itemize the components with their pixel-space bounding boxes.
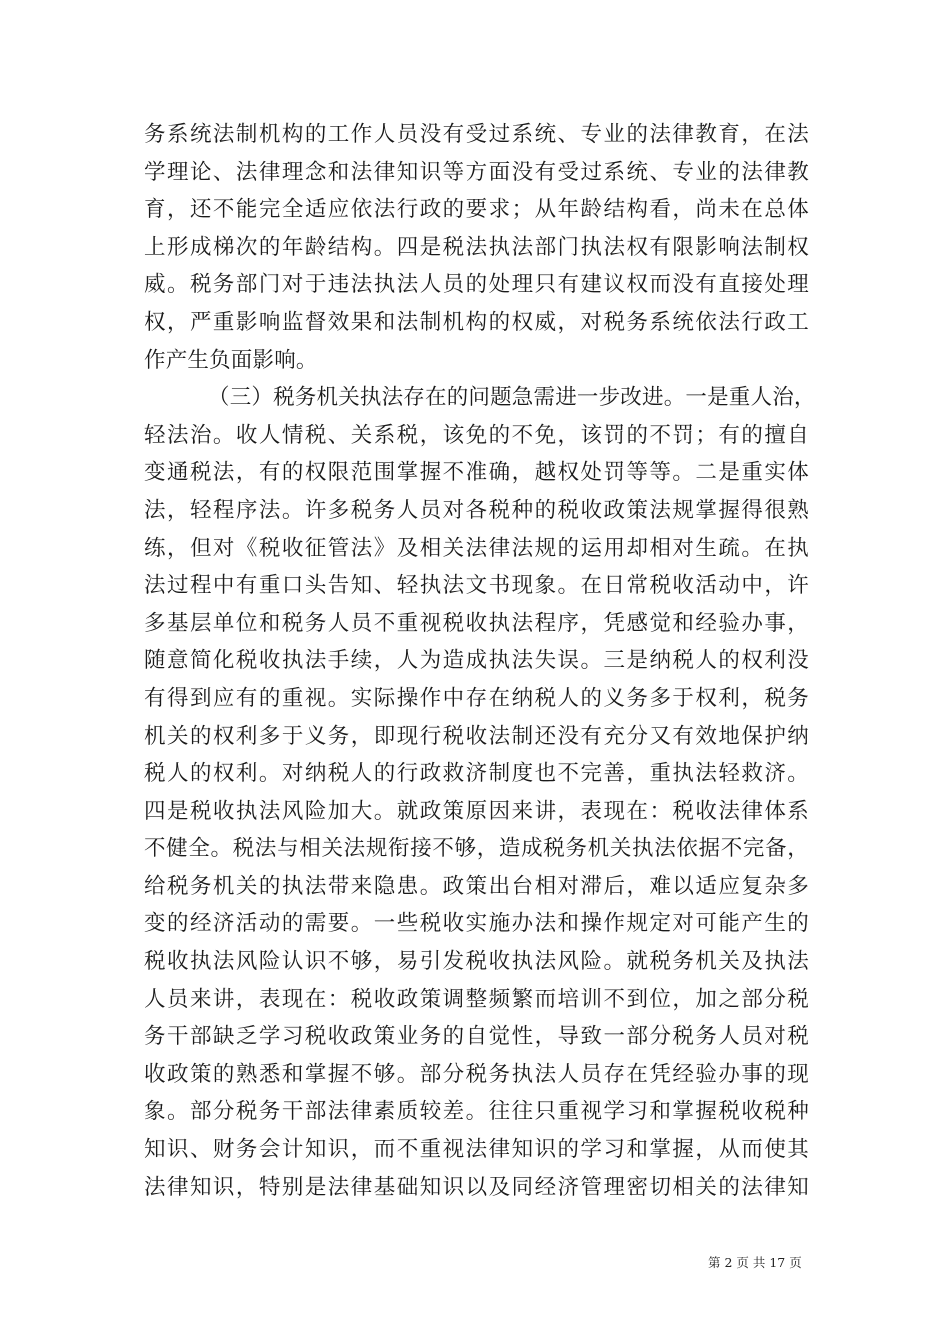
text-line: 多基层单位和税务人员不重视税收执法程序，凭感觉和经验办事，	[144, 610, 809, 636]
text-line: 威。税务部门对于违法执法人员的处理只有建议权而没有直接处理	[144, 272, 809, 298]
text-line: 务干部缺乏学习税收政策业务的自觉性，导致一部分税务人员对税	[144, 1024, 809, 1050]
text-line: 法过程中有重口头告知、轻执法文书现象。在日常税收活动中，许	[144, 573, 809, 599]
text-line: 权，严重影响监督效果和法制机构的权威，对税务系统依法行政工	[144, 309, 809, 335]
text-line: 税收执法风险认识不够，易引发税收执法风险。就税务机关及执法	[144, 949, 809, 975]
text-line: 收政策的熟悉和掌握不够。部分税务执法人员存在凭经验办事的现	[144, 1061, 809, 1087]
text-line: 给税务机关的执法带来隐患。政策出台相对滞后，难以适应复杂多	[144, 873, 809, 899]
text-line: 税人的权利。对纳税人的行政救济制度也不完善，重执法轻救济。	[144, 761, 809, 787]
text-line: 不健全。税法与相关法规衔接不够，造成税务机关执法依据不完备，	[144, 836, 809, 862]
text-line: 学理论、法律理念和法律知识等方面没有受过系统、专业的法律教	[144, 159, 809, 185]
text-line: 法律知识，特别是法律基础知识以及同经济管理密切相关的法律知	[144, 1174, 809, 1200]
text-line: 人员来讲，表现在：税收政策调整频繁而培训不到位，加之部分税	[144, 986, 809, 1012]
text-line: 上形成梯次的年龄结构。四是税法执法部门执法权有限影响法制权	[144, 234, 809, 260]
text-line: 法，轻程序法。许多税务人员对各税种的税收政策法规掌握得很熟	[144, 497, 809, 523]
page-number-footer: 第 2 页 共 17 页	[708, 1255, 802, 1270]
text-line: 四是税收执法风险加大。就政策原因来讲，表现在：税收法律体系	[144, 798, 809, 824]
text-line: 变通税法，有的权限范围掌握不准确，越权处罚等等。二是重实体	[144, 460, 809, 486]
text-line: 有得到应有的重视。实际操作中存在纳税人的义务多于权利，税务	[144, 685, 809, 711]
text-line: 知识、财务会计知识，而不重视法律知识的学习和掌握，从而使其	[144, 1137, 809, 1163]
section-heading-line: （三）税务机关执法存在的问题急需进一步改进。一是重人治，	[208, 385, 816, 411]
text-line: 随意简化税收执法手续，人为造成执法失误。三是纳税人的权利没	[144, 648, 809, 674]
text-line: 机关的权利多于义务，即现行税收法制还没有充分又有效地保护纳	[144, 723, 809, 749]
text-line: 轻法治。收人情税、关系税，该免的不免，该罚的不罚；有的擅自	[144, 422, 809, 448]
text-line: 象。部分税务干部法律素质较差。往往只重视学习和掌握税收税种	[144, 1099, 809, 1125]
text-line: 育，还不能完全适应依法行政的要求；从年龄结构看，尚未在总体	[144, 197, 809, 223]
text-line: 变的经济活动的需要。一些税收实施办法和操作规定对可能产生的	[144, 911, 809, 937]
text-line: 练，但对《税收征管法》及相关法律法规的运用却相对生疏。在执	[144, 535, 809, 561]
text-line: 务系统法制机构的工作人员没有受过系统、专业的法律教育，在法	[144, 122, 809, 147]
body-text	[144, 116, 816, 1206]
text-line: 作产生负面影响。	[144, 347, 318, 373]
